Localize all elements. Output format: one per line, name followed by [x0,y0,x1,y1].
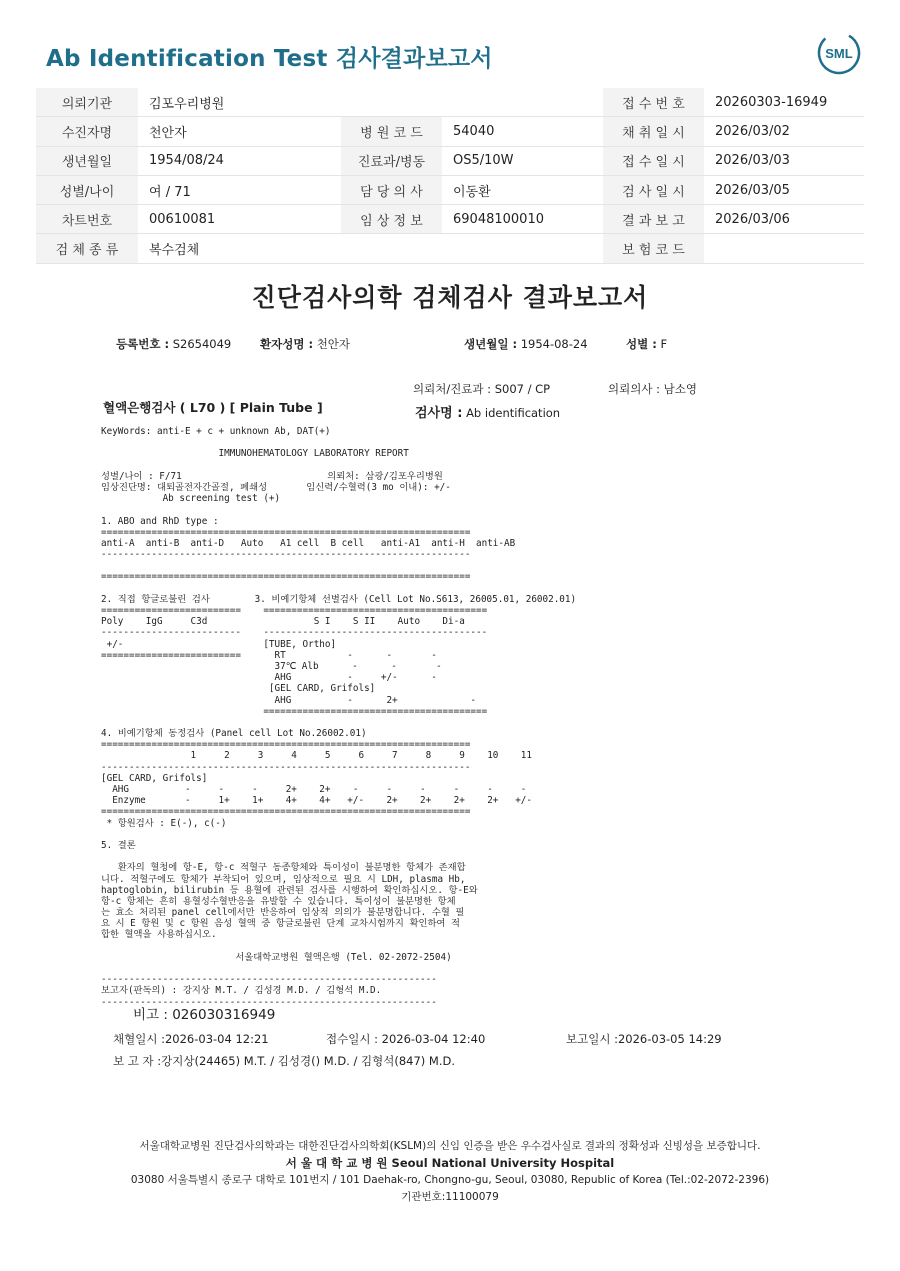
info-label: 의뢰기관 [36,88,138,117]
info-label: 접 수 번 호 [603,88,704,117]
report-line: anti-A anti-B anti-D Auto A1 cell B cell anti-A1 anti-H anti-AB [101,537,516,549]
info-value: OS5/10W [442,146,603,175]
report-line [101,829,576,840]
info-row [36,205,864,234]
report-line: Enzyme - 1+ 1+ 4+ 4+ +/- 2+ 2+ 2+ 2+ +/- [101,795,532,807]
info-label: 성별/나이 [36,175,138,204]
report-line [101,504,576,515]
info-value [442,234,603,263]
info-label: 담 당 의 사 [341,175,442,204]
report-line: ------------------------------------------------------------------ [101,549,471,561]
report-line: 4. 비예기항체 동정검사 (Panel cell Lot No.26002.01) [101,728,367,740]
patient-name: 환자성명 : 천안자 [260,337,351,351]
footer-institution-number: 기관번호:11100079 [401,1191,499,1203]
report-line: 1 2 3 4 5 6 7 8 9 10 11 [101,750,532,762]
report-line [101,941,576,952]
remark: 비고 : 026030316949 [133,1007,276,1023]
report-line [101,583,576,594]
referring-department: 의뢰처/진료과 : S007 / CP [413,382,551,396]
report-line: 37℃ Alb - - - [101,660,442,672]
report-line: AHG - 2+ - [101,694,477,706]
report-line: Poly IgG C3d S I S II Auto Di-a [101,616,465,628]
info-label: 검 사 일 시 [603,175,704,204]
patient-sex: 성별 : F [626,337,668,351]
report-line: [GEL CARD, Grifols] [101,683,376,695]
birth-date: 생년월일 : 1954-08-24 [464,337,588,351]
info-label [341,88,442,117]
info-value: 20260303-16949 [704,88,864,117]
report-line: ========================= ======================================== [101,605,488,616]
info-label: 채 취 일 시 [603,117,704,146]
report-line [101,963,576,974]
info-label: 진료과/병동 [341,146,442,175]
info-value: 2026/03/05 [704,175,864,204]
receipt-time: 접수일시 : 2026-03-04 12:40 [326,1032,486,1046]
report-line: +/- [TUBE, Ortho] [101,638,337,650]
scanned-lab-report [101,426,576,1008]
report-line: ================================================================== [101,526,471,538]
info-value: 54040 [442,117,603,146]
info-value: 1954/08/24 [138,146,341,175]
info-label: 병 원 코 드 [341,117,442,146]
report-line: 1. ABO and RhD type : [101,515,219,527]
footer-hospital-name: 서 울 대 학 교 병 원 Seoul National University Hospital [285,1156,615,1170]
info-row [36,146,864,175]
report-line: 환자의 혈청에 항-E, 항-c 적혈구 동종항체와 특이성이 불분명한 항체가 존재합 [101,862,466,874]
info-value: 2026/03/06 [704,205,864,234]
info-row [36,175,864,204]
test-code: 혈액은행검사 ( L70 ) [ Plain Tube ] [103,400,323,415]
report-header-title: Ab Identification Test 검사결과보고서 [46,46,493,72]
report-line: ========================= RT - - - [101,649,437,661]
info-value: 2026/03/03 [704,146,864,175]
info-label [341,234,442,263]
reporters: 보 고 자 :강지상(24465) M.T. / 김성경() M.D. / 김형석(847) M.D. [113,1054,456,1068]
info-label: 접 수 일 시 [603,146,704,175]
info-value: 00610081 [138,205,341,234]
report-line: ================================================================== [101,739,471,751]
info-label: 보 험 코 드 [603,234,704,263]
info-row [36,234,864,263]
report-line: haptoglobin, bilirubin 등 용혈에 관련된 검사를 시행하여 확인하십시오. 항-E와 [101,884,478,896]
sml-logo-text: SML [825,46,853,61]
info-label: 결 과 보 고 [603,205,704,234]
report-line: 임상진단명: 대퇴골전자간골절, 폐쇄성 임신력/수혈력(3 mo 이내): +/- [101,481,451,493]
report-line [101,560,576,571]
footer-address: 03080 서울특별시 종로구 대학로 101번지 / 101 Daehak-ro, Chongno-gu, Seoul, 03080, Republic of Korea (Tel.:02-2072-2396) [130,1174,770,1186]
info-value [442,88,603,117]
report-line: ================================================================== [101,806,471,818]
patient-info-table [36,88,864,264]
report-line: ------------------------------------------------------------------ [101,761,471,773]
report-line: 는 효소 처리된 panel cell에서만 반응하여 임상적 의의가 불분명합니다. 수혈 필 [101,907,465,919]
report-line: ======================================== [101,705,488,717]
report-main-title: 진단검사의학 검체검사 결과보고서 [251,283,649,312]
report-line [101,717,576,728]
report-line: IMMUNOHEMATOLOGY LABORATORY REPORT [101,448,409,460]
report-line: * 항원검사 : E(-), c(-) [101,817,227,829]
report-line: KeyWords: anti-E + c + unknown Ab, DAT(+) [101,426,331,437]
report-time: 보고일시 :2026-03-05 14:29 [566,1032,722,1046]
info-label: 임 상 정 보 [341,205,442,234]
report-line: 보고자(판독의) : 강지상 M.T. / 김성경 M.D. / 김형석 M.D. [101,985,382,997]
registration-number: 등록번호 : S2654049 [116,337,232,351]
info-value: 천안자 [138,117,341,146]
info-row [36,88,864,117]
report-line: [GEL CARD, Grifols] [101,772,208,784]
info-value: 2026/03/02 [704,117,864,146]
info-row [36,117,864,146]
report-line: 니다. 적혈구에도 항체가 부착되어 있으며, 임상적으로 필요 시 LDH, plasma Hb, [101,873,466,885]
report-line: 합한 혈액을 사용하십시오. [101,929,217,941]
report-line: AHG - - - 2+ 2+ - - - - - - [101,784,527,795]
report-line: ================================================================== [101,571,471,583]
report-line: AHG - +/- - [101,672,437,684]
collection-time: 채혈일시 :2026-03-04 12:21 [113,1032,269,1046]
report-line [101,437,576,448]
info-label: 생년월일 [36,146,138,175]
report-line: 5. 결론 [101,839,136,851]
report-line [101,851,576,862]
report-line: Ab screening test (+) [101,493,281,505]
info-value: 이동환 [442,175,603,204]
info-label: 차트번호 [36,205,138,234]
report-line: 2. 직접 항글로불린 검사 3. 비예기항체 선별검사 (Cell Lot No.S613, 26005.01, 26002.01) [101,593,577,605]
info-label: 검 체 종 류 [36,234,138,263]
info-value: 여 / 71 [138,175,341,204]
test-name: 검사명 : Ab identification [415,406,561,421]
report-line: ------------------------------------------------------------ [101,974,437,986]
footer-certification: 서울대학교병원 진단검사의학과는 대한진단검사의학회(KSLM)의 신임 인증을 받은 우수검사실로 결과의 정확성과 신빙성을 보증합니다. [139,1140,761,1152]
report-line: ------------------------------------------------------------ [101,996,437,1008]
info-value: 복수검체 [138,234,341,263]
info-value: 김포우리병원 [138,88,341,117]
info-label: 수진자명 [36,117,138,146]
report-line: ------------------------- ---------------------------------------- [101,627,488,639]
report-line: 요 시 E 항원 및 c 항원 음성 혈액 중 항글로불린 단계 교차시험까지 확인하여 적 [101,918,460,930]
report-line: 항-c 항체는 흔히 용혈성수혈반응을 유발할 수 있습니다. 특이성이 불분명한 항체 [101,895,456,907]
report-line [101,460,576,471]
sml-logo [817,31,861,75]
report-line: 서울대학교병원 혈액은행 (Tel. 02-2072-2504) [101,951,452,963]
info-value: 69048100010 [442,205,603,234]
referring-doctor: 의뢰의사 : 남소영 [608,382,697,396]
info-value [704,234,864,263]
report-line: 성별/나이 : F/71 의뢰처: 삼광/김포우리병원 [101,470,443,482]
